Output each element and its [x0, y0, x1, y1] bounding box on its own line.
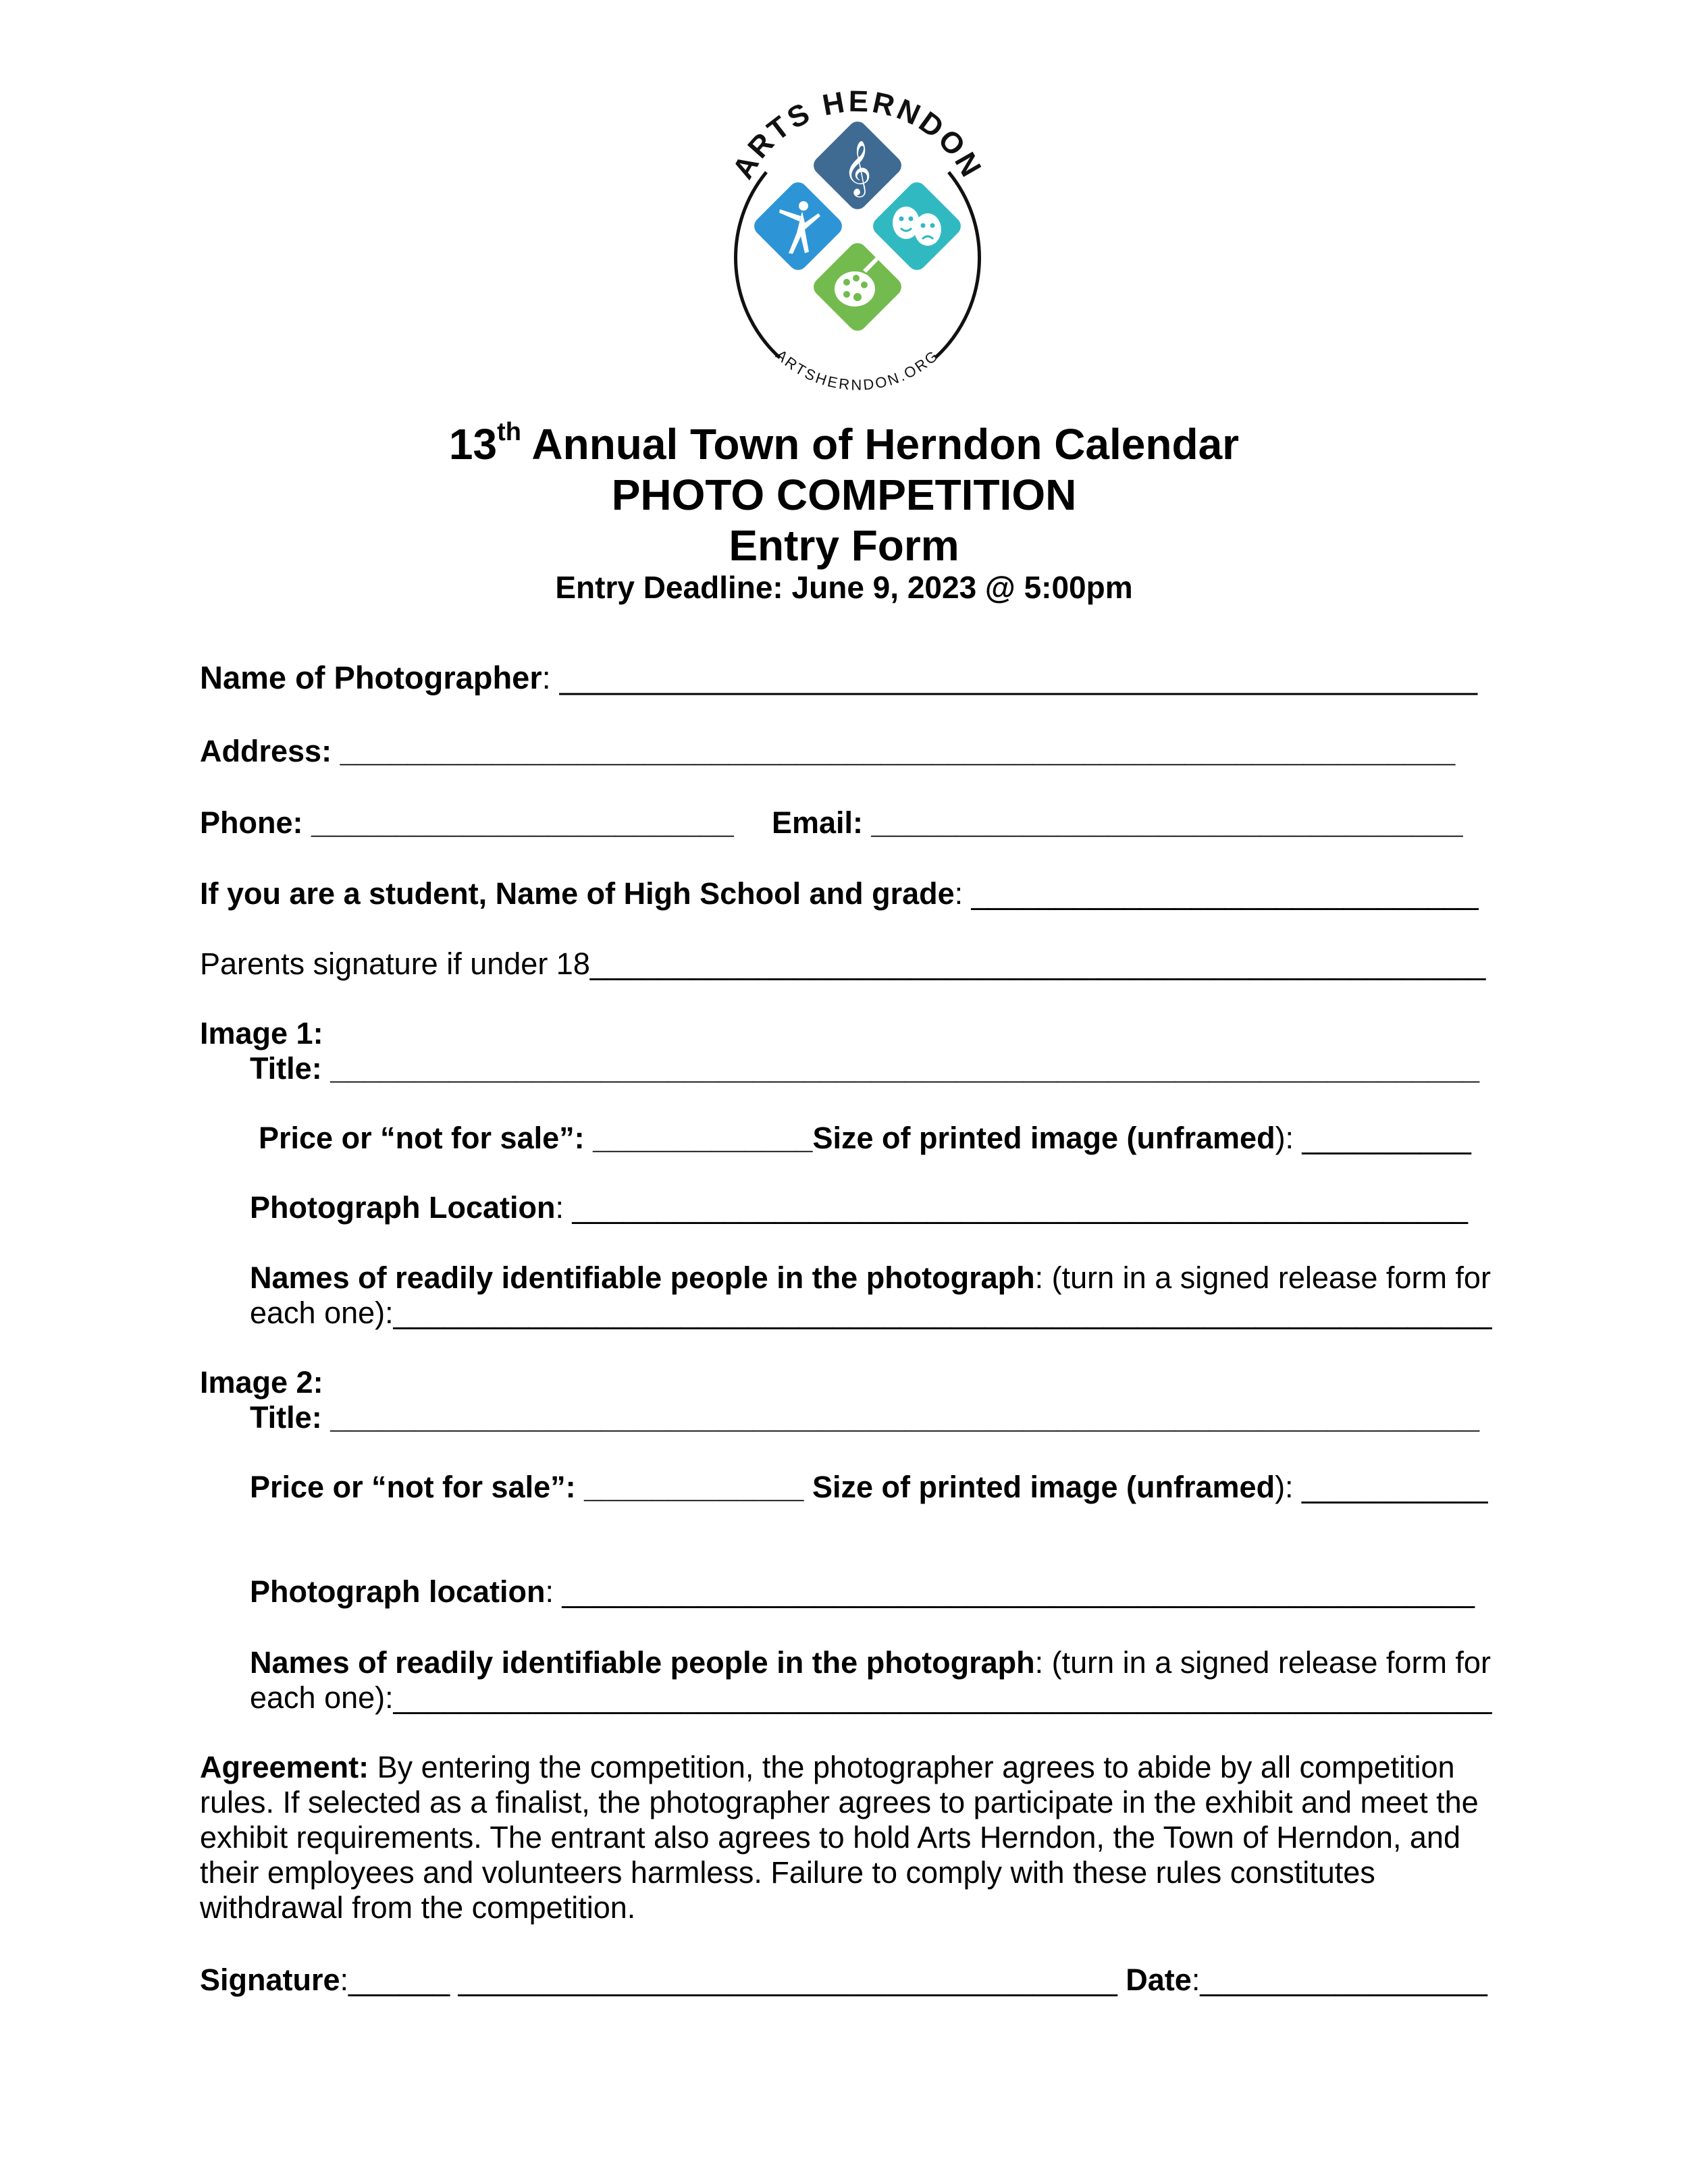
- email-label: Email:: [772, 805, 864, 840]
- image1-names-blank[interactable]: each one):_________________________________________________________________: [250, 1296, 1492, 1330]
- image2-title-field[interactable]: [250, 1400, 1479, 1435]
- parents-signature-field[interactable]: Parents signature if under 18_____________________________________________________: [200, 947, 1486, 981]
- signature-blank[interactable]: :______ _______________________________________: [340, 1963, 1126, 1997]
- entry-deadline: Entry Deadline: June 9, 2023 @ 5:00pm: [555, 570, 1133, 605]
- email-field[interactable]: [772, 805, 1463, 841]
- image1-size-blank[interactable]: ): __________: [1275, 1121, 1471, 1155]
- dance-diamond: [750, 178, 845, 273]
- image2-names-field[interactable]: [250, 1645, 1491, 1680]
- image2-location-label: Photograph location: [250, 1574, 546, 1609]
- page-title: 13th Annual Town of Herndon Calendar: [448, 417, 1240, 469]
- image2-price-label: Price or “not for sale”:: [250, 1470, 576, 1504]
- image2-names-label: Names of readily identifiable people in the photograph: [250, 1645, 1035, 1680]
- image2-names-note: : (turn in a signed release form for: [1034, 1645, 1491, 1680]
- form-name: Entry Form: [729, 521, 959, 570]
- image2-size-label: Size of printed image (unframed: [803, 1470, 1275, 1504]
- image1-heading: Image 1:: [200, 1016, 323, 1050]
- agreement-text: By entering the competition, the photographer agrees to abide by all competition rules. If selected as a finalist, the photographer agrees to participate in the exhibit and meet the exhibit requirements. The entrant also agrees to hold Arts Herndon, the Town of Herndon, and their employees and volunteers harmless. Failure to comply with these rules constitutes withdrawal from the competition.: [200, 1750, 1479, 1925]
- treble-clef-icon: 𝄞: [843, 140, 872, 195]
- address-label: Address:: [200, 734, 332, 768]
- image2-names-blank[interactable]: each one):_________________________________________________________________: [250, 1680, 1492, 1715]
- photographer-blank[interactable]: : ____________________________________________________: [542, 660, 1477, 695]
- image2-price-size-field[interactable]: [250, 1470, 1487, 1505]
- agreement-paragraph: [200, 1750, 1496, 1925]
- address-blank[interactable]: __________________________________________________________________: [332, 734, 1456, 768]
- competition-title: PHOTO COMPETITION: [611, 471, 1077, 519]
- image2-size-blank[interactable]: ): ___________: [1275, 1470, 1488, 1504]
- image1-price-blank[interactable]: _____________: [584, 1121, 813, 1155]
- image1-names-label: Names of readily identifiable people in the photograph: [250, 1260, 1035, 1295]
- photographer-label: Name of Photographer: [200, 660, 542, 695]
- image1-location-blank[interactable]: : _____________________________________________________: [555, 1190, 1468, 1225]
- logo-bottom-text: ARTSHERNDON.ORG: [772, 346, 943, 394]
- date-blank[interactable]: :_________________: [1191, 1963, 1487, 1997]
- student-label: If you are a student, Name of High School and grade: [200, 876, 955, 911]
- phone-label: Phone:: [200, 805, 303, 840]
- logo-ring: [935, 172, 979, 358]
- photographer-name-field[interactable]: [200, 660, 1477, 695]
- phone-blank[interactable]: _________________________: [302, 805, 734, 840]
- image1-price-size-field[interactable]: [259, 1121, 1471, 1156]
- logo-ring: [736, 172, 780, 358]
- image2-heading: Image 2:: [200, 1365, 323, 1400]
- image1-title-blank[interactable]: ____________________________________________________________________: [321, 1051, 1480, 1086]
- image1-price-label: Price or “not for sale”:: [259, 1121, 585, 1155]
- image1-size-label: Size of printed image (unframed: [812, 1121, 1275, 1155]
- address-field[interactable]: [200, 734, 1455, 769]
- image1-location-label: Photograph Location: [250, 1190, 556, 1225]
- signature-label: Signature: [200, 1963, 340, 1997]
- student-school-field[interactable]: [200, 876, 1478, 911]
- phone-field[interactable]: [200, 805, 734, 841]
- logo-top-text: ARTS HERNDON: [726, 84, 989, 185]
- date-label: Date: [1126, 1963, 1192, 1997]
- agreement-label: Agreement:: [200, 1750, 369, 1784]
- image2-price-blank[interactable]: _____________: [575, 1470, 804, 1504]
- image1-names-note: : (turn in a signed release form for: [1034, 1260, 1491, 1295]
- arts-herndon-logo: [702, 68, 1013, 405]
- image2-location-blank[interactable]: : ______________________________________________________: [545, 1574, 1475, 1609]
- image1-title-field[interactable]: [250, 1051, 1479, 1086]
- student-blank[interactable]: : ______________________________: [954, 876, 1479, 911]
- signature-field[interactable]: [200, 1963, 1487, 1998]
- image1-location-field[interactable]: [250, 1190, 1468, 1225]
- image2-title-blank[interactable]: ____________________________________________________________________: [321, 1400, 1480, 1435]
- email-blank[interactable]: ___________________________________: [863, 805, 1463, 840]
- image2-title-label: Title:: [250, 1400, 322, 1435]
- image2-location-field[interactable]: [250, 1574, 1475, 1609]
- image1-names-field[interactable]: [250, 1260, 1491, 1296]
- image1-title-label: Title:: [250, 1051, 322, 1086]
